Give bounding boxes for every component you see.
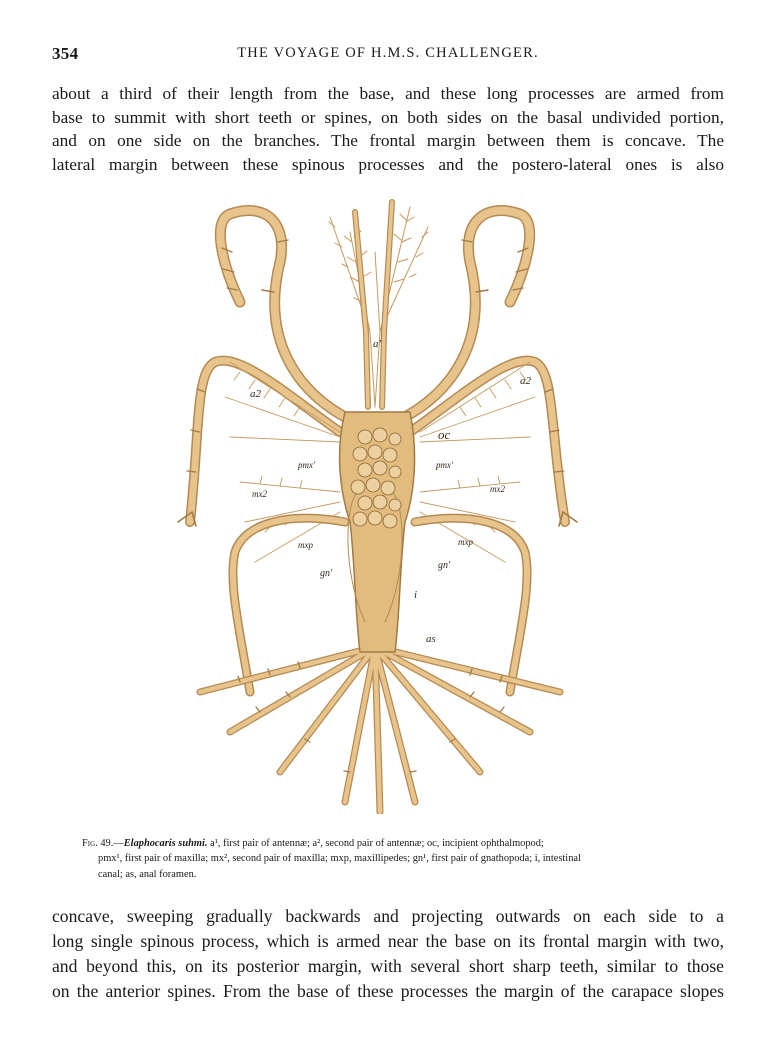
label-gn-right: gn'	[438, 560, 451, 571]
text-line: long single spinous process, which is armed near the base on its frontal margin with two,	[52, 931, 724, 951]
text-line: on the anterior spines. From the base of these processes the margin of the carapace slopes	[52, 981, 724, 1001]
caption-line-3: canal; as, anal foramen.	[98, 868, 197, 880]
caption-line-1: Fig. 49.—Elaphocaris suhmi. a¹, first pair of antennæ; a², second pair of antennæ; oc, incipient ophthalmopod;	[82, 838, 544, 849]
specimen-drawing	[170, 192, 610, 814]
running-title: THE VOYAGE OF H.M.S. CHALLENGER.	[237, 45, 539, 61]
label-a2-right: a2	[520, 375, 531, 387]
label-gn-left: gn'	[320, 568, 333, 579]
label-pmx-right: pmx'	[436, 460, 453, 470]
text-line: concave, sweeping gradually backwards and projecting outwards on each side to a	[52, 906, 724, 926]
paragraph-top	[52, 82, 724, 176]
text-line: about a third of their length from the base, and these long processes are armed from	[52, 84, 724, 103]
tail-spines	[200, 647, 560, 812]
carapace-body	[340, 412, 418, 652]
caption-figure-label: Fig. 49.	[82, 838, 114, 849]
label-mxp-right: mxp	[458, 537, 473, 547]
caption-line-2: pmx¹, first pair of maxilla; mx², second pair of maxilla; mxp, maxillipedes; gn¹, first pair of gnathopoda; i, intestinal	[98, 853, 581, 865]
label-pmx-left: pmx'	[298, 460, 315, 470]
paragraph-bottom	[52, 904, 724, 1004]
label-mx2-right: mx2	[490, 484, 505, 494]
running-head	[0, 44, 776, 66]
label-a2-left: a2	[250, 388, 261, 400]
caption-species: Elaphocaris suhmi.	[123, 838, 208, 849]
page-number: 354	[52, 44, 79, 63]
text-line: lateral margin between these spinous processes and the postero-lateral ones is also	[52, 154, 724, 174]
label-a1: a'	[373, 338, 381, 350]
label-i: i	[414, 589, 418, 601]
label-mx2-left: mx2	[252, 489, 267, 499]
label-as: as	[426, 633, 436, 645]
text-line: base to summit with short teeth or spines, on both sides on the basal undivided portion,	[52, 107, 724, 127]
text-line: and beyond this, on its posterior margin, with several short sharp teeth, similar to those	[52, 956, 724, 976]
antennule-plumes	[329, 207, 428, 407]
figure-caption	[82, 836, 722, 882]
label-oc: oc	[438, 427, 451, 442]
caption-line-1-text: a¹, first pair of antennæ; a², second pair of antennæ; oc, incipient ophthalmopod;	[210, 838, 544, 849]
label-mxp-left: mxp	[298, 540, 313, 550]
text-line: and on one side on the branches. The frontal margin between them is concave. The	[52, 131, 724, 151]
figure-elaphocaris-illustration	[170, 192, 610, 814]
frontal-spines	[220, 211, 529, 417]
